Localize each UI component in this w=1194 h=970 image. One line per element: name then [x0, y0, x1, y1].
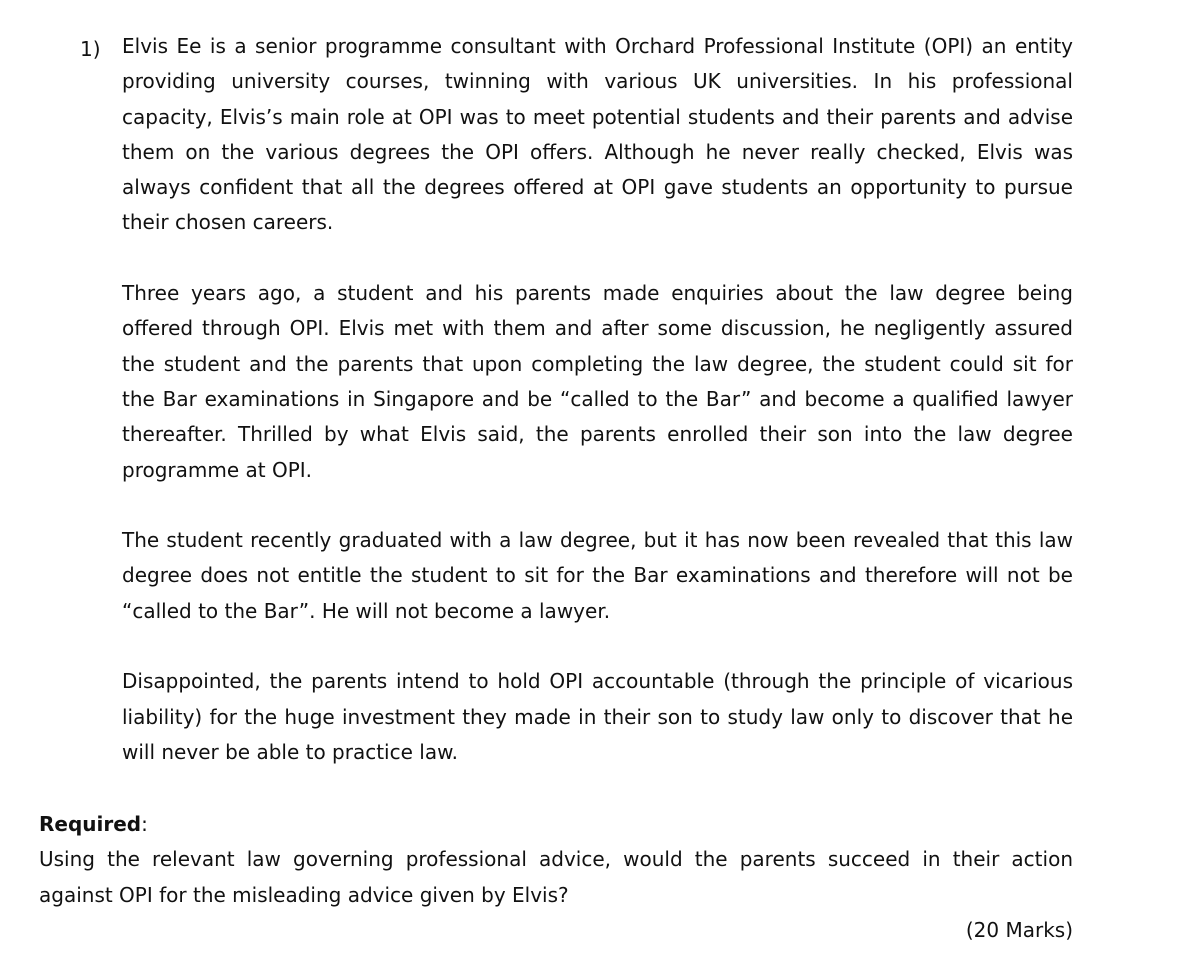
required-colon: : — [141, 812, 148, 836]
marks-label: (20 Marks) — [965, 918, 1073, 942]
required-text: Using the relevant law governing professional advice, would the parents succeed in their action against OPI for the misleading advice given by Elvis? — [39, 847, 1073, 907]
question-number: 1) — [80, 37, 101, 61]
paragraph-4: Disappointed, the parents intend to hold OPI accountable (through the principle of vicarious liability) for the huge investment they made in their son to study law only to discover that he will never be able to practice law. — [122, 669, 1073, 764]
required-label: Required — [39, 812, 142, 836]
paragraph-2: Three years ago, a student and his parents made enquiries about the law degree being offered through OPI. Elvis met with them and after some discussion, he negligently assured the student and the parents that upon completing the law degree, the student could sit for the Bar examinations in Singapore and be “called to the Bar” and become a qualified lawyer thereafter. Thrilled by what Elvis said, the parents enrolled their son into the law degree programme at OPI. — [122, 281, 1073, 482]
paragraph-3: The student recently graduated with a law degree, but it has now been revealed that this law degree does not entitle the student to sit for the Bar examinations and therefore will not be “called to the Bar”. He will not become a lawyer. — [122, 528, 1073, 623]
paragraph-1: Elvis Ee is a senior programme consultant with Orchard Professional Institute (OPI) an entity providing university courses, twinning with various UK universities. In his professional capacity, Elvis’s main role at OPI was to meet potential students and their parents and advise them on the various degrees the OPI offers. Although he never really checked, Elvis was always confident that all the degrees offered at OPI gave students an opportunity to pursue their chosen careers. — [122, 34, 1073, 235]
required-heading — [39, 807, 1073, 842]
question-body — [122, 29, 1073, 806]
required-section — [39, 807, 1073, 913]
